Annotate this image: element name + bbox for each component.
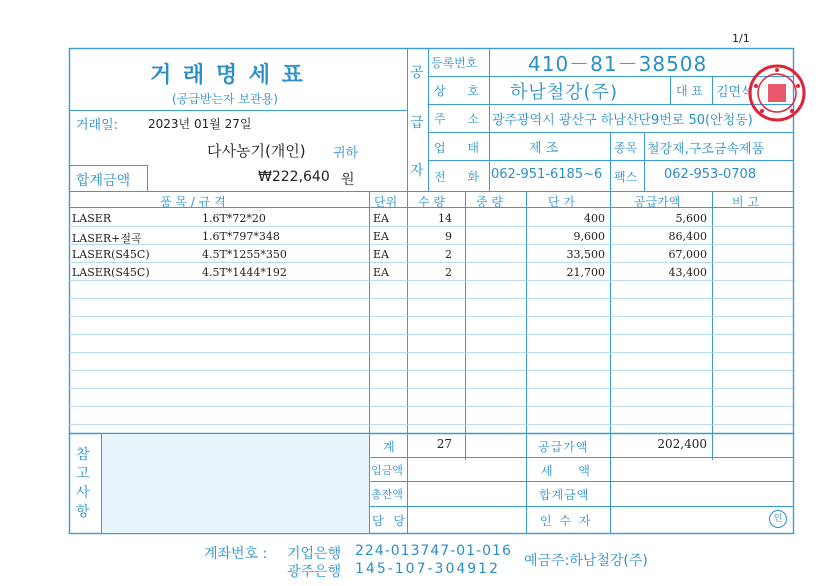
account-holder: 예금주:하남철강(주)	[524, 553, 648, 569]
tax-label: 세 액	[541, 464, 590, 478]
bank-2-account: 145-107-304912	[355, 561, 500, 577]
row-price: 33,500	[566, 248, 605, 261]
reg-number-label: 등록번호	[431, 56, 478, 70]
supplier-side-label-3: 자	[410, 163, 424, 179]
company-name-label: 상 호	[434, 84, 479, 98]
date-value: 2023년 01월 27일	[148, 117, 252, 131]
supply-total-label: 공급가액	[538, 440, 589, 454]
header-weight: 중 량	[476, 195, 503, 209]
header-quantity: 수 량	[418, 195, 445, 209]
telephone-label: 전 화	[434, 170, 479, 184]
row-spec: 4.5T*1444*192	[202, 266, 287, 279]
row-spec: 1.6T*797*348	[202, 230, 280, 243]
receiver-seal-mark: 인	[769, 510, 787, 528]
business-item-label: 종목	[614, 141, 638, 155]
total-unit: 원	[341, 172, 355, 188]
row-amount: 43,400	[668, 266, 707, 279]
row-item: LASER	[72, 212, 112, 225]
representative-label: 대 표	[676, 84, 703, 98]
balance-label: 총잔액	[371, 488, 403, 501]
sum-quantity: 27	[436, 437, 452, 451]
date-label: 거래일:	[76, 118, 119, 133]
header-item-spec: 품 목 / 규 격	[160, 195, 226, 209]
address-value: 광주광역시 광산구 하남산단9번로 50(안청동)	[492, 113, 753, 128]
fax-label: 팩스	[614, 170, 638, 184]
row-price: 400	[584, 212, 605, 225]
bank-account-label: 계좌번호 :	[204, 546, 268, 562]
row-unit: EA	[373, 248, 389, 261]
recipient-suffix: 귀하	[333, 146, 359, 161]
row-item: LASER(S45C)	[72, 248, 150, 261]
row-spec: 4.5T*1255*350	[202, 248, 287, 261]
bank-1-account: 224-013747-01-016	[355, 543, 512, 559]
bank-2-name: 광주은행	[287, 564, 342, 580]
row-price: 21,700	[566, 266, 605, 279]
representative-value: 김면석	[716, 85, 754, 100]
header-supply-amount: 공급가액	[634, 195, 681, 209]
notes-label-char: 항	[76, 504, 90, 520]
business-item-value: 철강재,구조금속제품	[647, 142, 765, 157]
business-type-value: 제 조	[529, 141, 559, 156]
row-spec: 1.6T*72*20	[202, 212, 266, 225]
row-amount: 5,600	[675, 212, 707, 225]
header-note: 비 고	[732, 195, 759, 209]
document-subtitle: (공급받는자 보관용)	[172, 92, 278, 106]
row-amount: 86,400	[668, 230, 707, 243]
row-item: LASER+절곡	[72, 232, 142, 245]
supplier-side-label-1: 공	[410, 65, 424, 81]
total-value: ₩222,640	[258, 169, 330, 185]
supply-total-value: 202,400	[657, 437, 707, 451]
row-qty: 14	[438, 212, 452, 225]
row-qty: 2	[445, 266, 452, 279]
row-qty: 2	[445, 248, 452, 261]
telephone-value: 062-951-6185~6	[491, 167, 603, 182]
receiver-label: 인 수 자	[540, 514, 591, 528]
address-label: 주 소	[434, 112, 479, 126]
fax-value: 062-953-0708	[664, 167, 757, 182]
row-item: LASER(S45C)	[72, 266, 150, 279]
header-unit-price: 단 가	[548, 195, 575, 209]
sum-label: 계	[383, 440, 395, 454]
business-type-label: 업 태	[434, 141, 479, 155]
company-name-value: 하남철강(주)	[510, 82, 618, 103]
document-title: 거 래 명 세 표	[150, 63, 305, 88]
total-label: 합계금액	[76, 173, 131, 189]
row-price: 9,600	[573, 230, 605, 243]
deposit-label: 입금액	[371, 464, 403, 477]
notes-label-char: 사	[76, 485, 90, 501]
supplier-side-label-2: 급	[410, 115, 424, 131]
page-number: 1/1	[732, 32, 750, 45]
notes-label-char: 참	[76, 447, 90, 463]
notes-label	[76, 446, 92, 522]
recipient-name: 다사농기(개인)	[207, 142, 306, 160]
row-qty: 9	[445, 230, 452, 243]
company-seal	[748, 64, 806, 122]
header-unit: 단위	[374, 195, 398, 209]
grand-total-label: 합계금액	[539, 488, 590, 502]
row-unit: EA	[373, 266, 389, 279]
notes-label-char: 고	[76, 466, 90, 482]
manager-label: 담 당	[372, 514, 405, 528]
row-unit: EA	[373, 230, 389, 243]
reg-number-value: 410－81－38508	[528, 52, 708, 76]
row-unit: EA	[373, 212, 389, 225]
row-amount: 67,000	[668, 248, 707, 261]
bank-1-name: 기업은행	[287, 546, 342, 562]
